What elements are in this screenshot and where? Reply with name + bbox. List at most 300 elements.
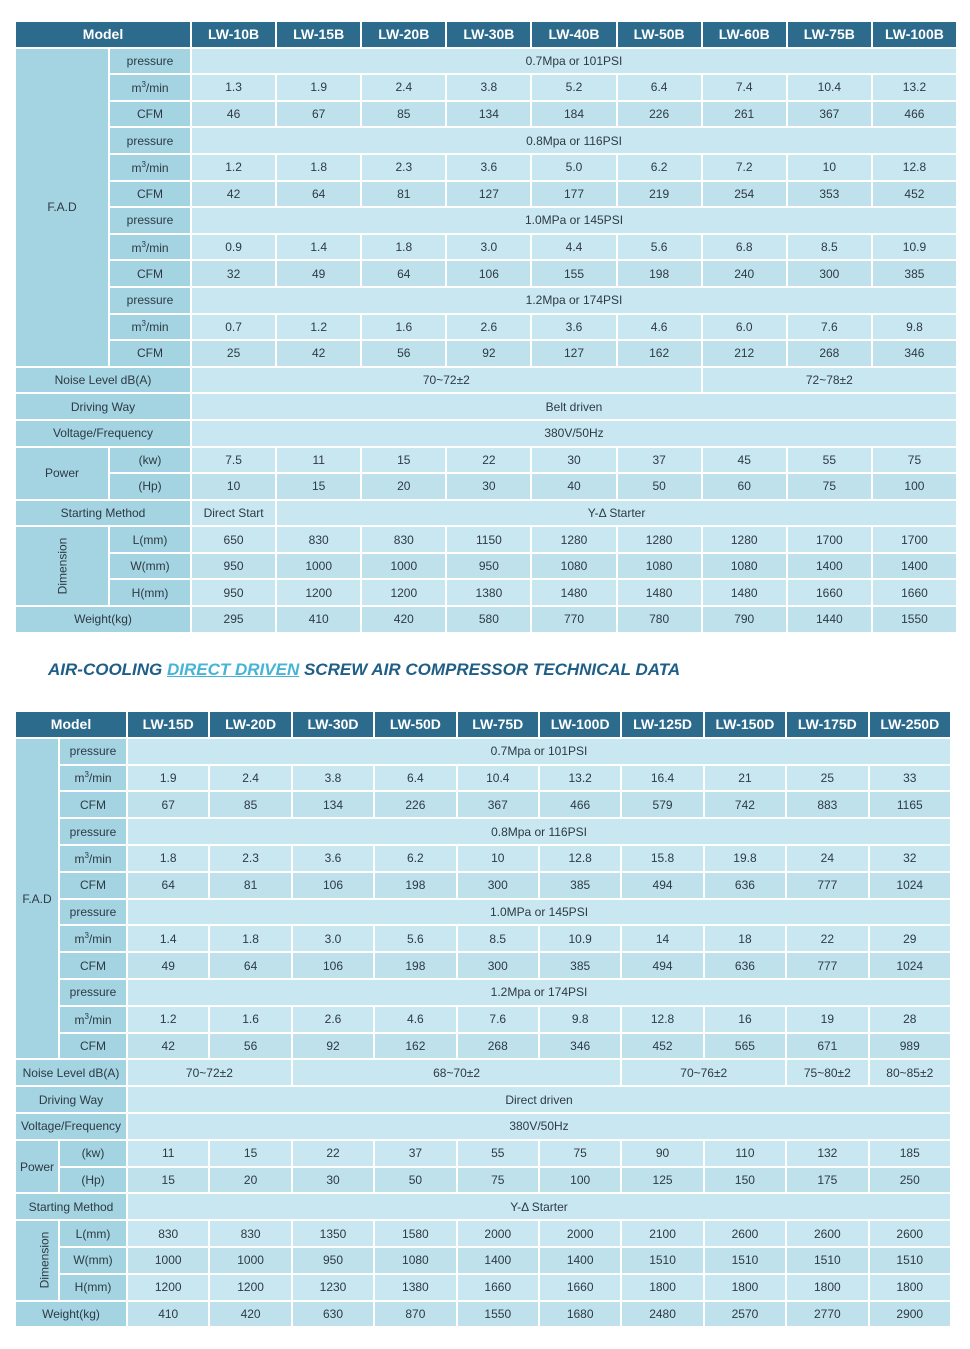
table-cell: 6.2 (375, 846, 455, 871)
table-cell: 777 (787, 953, 867, 978)
table-cell: 5.0 (532, 155, 615, 180)
table-cell: 9.8 (540, 1007, 620, 1032)
table-cell: 0.9 (192, 235, 275, 260)
table-cell: 13.2 (540, 766, 620, 791)
table-cell: 830 (277, 527, 360, 552)
length-label: L(mm) (60, 1221, 126, 1246)
table-cell: 2900 (870, 1302, 950, 1327)
pressure-value: 1.2Mpa or 174PSI (192, 288, 956, 313)
table-row (16, 873, 950, 898)
table-cell: 198 (375, 873, 455, 898)
table-cell: 2.6 (447, 315, 530, 340)
table-cell: 367 (458, 792, 538, 817)
table-cell: 32 (192, 261, 275, 286)
table-cell: 261 (703, 102, 786, 127)
table-cell: 300 (458, 873, 538, 898)
table-cell: 777 (787, 873, 867, 898)
table-row (16, 1302, 950, 1327)
table-cell: 1000 (277, 554, 360, 579)
table-cell: 49 (277, 261, 360, 286)
table-cell: 7.5 (192, 448, 275, 473)
table-cell: 16.4 (622, 766, 702, 791)
table-cell: 19.8 (705, 846, 785, 871)
table-cell: 4.6 (375, 1007, 455, 1032)
table-cell: 42 (277, 341, 360, 366)
table-cell: 3.8 (447, 75, 530, 100)
voltage-value: 380V/50Hz (128, 1114, 950, 1139)
table-cell: 630 (293, 1302, 373, 1327)
table-cell: 830 (128, 1221, 208, 1246)
model-header-cell: LW-75B (788, 22, 871, 47)
table-cell: 240 (703, 261, 786, 286)
pressure-value: 0.8Mpa or 116PSI (192, 128, 956, 153)
table-cell: 15 (128, 1168, 208, 1193)
table-cell: 212 (703, 341, 786, 366)
table-cell: 2100 (622, 1221, 702, 1246)
table-cell: 50 (375, 1168, 455, 1193)
table-cell: 1380 (375, 1275, 455, 1300)
table-cell: 346 (873, 341, 956, 366)
table-cell: 1024 (870, 873, 950, 898)
table-cell: 6.0 (703, 315, 786, 340)
table-cell: 1024 (870, 953, 950, 978)
starting-value: Direct Start (192, 501, 275, 526)
table-cell: 385 (873, 261, 956, 286)
noise-value: 70~72±2 (192, 368, 701, 393)
table-cell: 1080 (532, 554, 615, 579)
table-cell: 1.2 (192, 155, 275, 180)
table-row (16, 1194, 950, 1219)
table-cell: 1580 (375, 1221, 455, 1246)
table-cell: 579 (622, 792, 702, 817)
table-cell: 60 (703, 474, 786, 499)
pressure-value: 0.7Mpa or 101PSI (128, 739, 950, 764)
table-cell: 2.3 (362, 155, 445, 180)
table-cell: 11 (277, 448, 360, 473)
width-label: W(mm) (110, 554, 190, 579)
table-cell: 134 (447, 102, 530, 127)
table-cell: 10.4 (458, 766, 538, 791)
table-row (16, 554, 956, 579)
table-cell: 1510 (787, 1248, 867, 1273)
table-cell: 250 (870, 1168, 950, 1193)
table-cell: 2600 (787, 1221, 867, 1246)
cfm-label: CFM (60, 873, 126, 898)
table-cell: 10 (192, 474, 275, 499)
table-cell: 2.4 (210, 766, 290, 791)
table-cell: 15 (277, 474, 360, 499)
table-cell: 42 (128, 1034, 208, 1059)
table-cell: 300 (458, 953, 538, 978)
flow-label: $m^3/\min$ (110, 315, 190, 340)
table-cell: 184 (532, 102, 615, 127)
table-cell: 1000 (210, 1248, 290, 1273)
table-cell: 8.5 (458, 926, 538, 951)
table-cell: 1.2 (128, 1007, 208, 1032)
table-cell: 1380 (447, 580, 530, 605)
table-cell: 830 (362, 527, 445, 552)
table-cell: 90 (622, 1141, 702, 1166)
model-header-cell: LW-150D (705, 712, 785, 737)
table-cell: 883 (787, 792, 867, 817)
table-cell: 75 (458, 1168, 538, 1193)
table-cell: 0.7 (192, 315, 275, 340)
model-header-cell: LW-50D (375, 712, 455, 737)
table-cell: 1150 (447, 527, 530, 552)
table-cell: 3.6 (532, 315, 615, 340)
pressure-value: 0.8Mpa or 116PSI (128, 819, 950, 844)
starting-label: Starting Method (16, 501, 190, 526)
table-cell: 1080 (703, 554, 786, 579)
table-cell: 37 (618, 448, 701, 473)
table-cell: 4.4 (532, 235, 615, 260)
table-cell: 1200 (277, 580, 360, 605)
table-cell: 42 (192, 182, 275, 207)
table-cell: 75 (788, 474, 871, 499)
model-header-cell: LW-40B (532, 22, 615, 47)
table-cell: 67 (128, 792, 208, 817)
table-cell: 177 (532, 182, 615, 207)
model-header-cell: LW-30B (447, 22, 530, 47)
table-cell: 8.5 (788, 235, 871, 260)
model-header-cell: LW-20B (362, 22, 445, 47)
table-cell: 1550 (458, 1302, 538, 1327)
table-cell: 30 (447, 474, 530, 499)
table-cell: 367 (788, 102, 871, 127)
table-cell: 671 (787, 1034, 867, 1059)
table-cell: 950 (447, 554, 530, 579)
table-row (16, 846, 950, 871)
table-cell: 81 (362, 182, 445, 207)
table-row (16, 208, 956, 233)
table-cell: 3.6 (447, 155, 530, 180)
table-cell: 5.6 (618, 235, 701, 260)
table-cell: 353 (788, 182, 871, 207)
table-cell: 1510 (870, 1248, 950, 1273)
table-row (16, 607, 956, 632)
table-row (16, 155, 956, 180)
starting-value: Y-Δ Starter (128, 1194, 950, 1219)
table-cell: 2570 (705, 1302, 785, 1327)
table-cell: 15 (210, 1141, 290, 1166)
table-cell: 770 (532, 607, 615, 632)
flow-label: $m^3/\min$ (60, 1007, 126, 1032)
table-cell: 452 (873, 182, 956, 207)
table-row (16, 819, 950, 844)
table-cell: 1.6 (362, 315, 445, 340)
table-cell: 1080 (375, 1248, 455, 1273)
table-cell: 742 (705, 792, 785, 817)
table-cell: 3.8 (293, 766, 373, 791)
table-cell: 3.6 (293, 846, 373, 871)
table-cell: 2.3 (210, 846, 290, 871)
table-cell: 6.2 (618, 155, 701, 180)
table-cell: 1200 (128, 1275, 208, 1300)
table-row (16, 261, 956, 286)
table-cell: 32 (870, 846, 950, 871)
table-cell: 64 (128, 873, 208, 898)
table-cell: 1.4 (128, 926, 208, 951)
hp-label: (Hp) (110, 474, 190, 499)
table-cell: 1200 (362, 580, 445, 605)
table-cell: 22 (787, 926, 867, 951)
table-cell: 1510 (622, 1248, 702, 1273)
table-cell: 1440 (788, 607, 871, 632)
table-row (16, 926, 950, 951)
table-cell: 45 (703, 448, 786, 473)
table-cell: 950 (192, 580, 275, 605)
table-row (16, 128, 956, 153)
table-cell: 85 (362, 102, 445, 127)
flow-label: $m^3/\min$ (110, 75, 190, 100)
table-cell: 1.3 (192, 75, 275, 100)
table-cell: 12.8 (622, 1007, 702, 1032)
table-cell: 494 (622, 873, 702, 898)
table-cell: 67 (277, 102, 360, 127)
model-header-cell: LW-75D (458, 712, 538, 737)
table-cell: 1800 (705, 1275, 785, 1300)
table-cell: 1165 (870, 792, 950, 817)
table-cell: 6.8 (703, 235, 786, 260)
table-cell: 7.4 (703, 75, 786, 100)
table-cell: 268 (458, 1034, 538, 1059)
table-row (16, 1141, 950, 1166)
table-cell: 106 (293, 873, 373, 898)
table-cell: 3.0 (293, 926, 373, 951)
weight-label: Weight(kg) (16, 607, 190, 632)
weight-label: Weight(kg) (16, 1302, 126, 1327)
table-cell: 2600 (870, 1221, 950, 1246)
table-cell: 466 (540, 792, 620, 817)
flow-label: $m^3/\min$ (60, 926, 126, 951)
fad-label: F.A.D (16, 49, 108, 366)
table-cell: 5.6 (375, 926, 455, 951)
noise-value: 68~70±2 (293, 1060, 621, 1085)
table-cell: 346 (540, 1034, 620, 1059)
table-cell: 1.8 (128, 846, 208, 871)
table-cell: 64 (362, 261, 445, 286)
pressure-label: pressure (110, 128, 190, 153)
table-cell: 1800 (622, 1275, 702, 1300)
table-cell: 226 (618, 102, 701, 127)
table-cell: 1660 (540, 1275, 620, 1300)
table-cell: 1480 (618, 580, 701, 605)
table-cell: 950 (293, 1248, 373, 1273)
table-cell: 1080 (618, 554, 701, 579)
model-header-cell: LW-100D (540, 712, 620, 737)
table-cell: 46 (192, 102, 275, 127)
voltage-label: Voltage/Frequency (16, 1114, 126, 1139)
table-row (16, 182, 956, 207)
table-cell: 12.8 (873, 155, 956, 180)
table-cell: 100 (540, 1168, 620, 1193)
table-cell: 56 (362, 341, 445, 366)
table-cell: 410 (128, 1302, 208, 1327)
table-cell: 49 (128, 953, 208, 978)
table-cell: 1.4 (277, 235, 360, 260)
table-cell: 219 (618, 182, 701, 207)
table-cell: 1.9 (277, 75, 360, 100)
noise-value: 75~80±2 (787, 1060, 867, 1085)
table-cell: 1280 (618, 527, 701, 552)
kw-label: (kw) (60, 1141, 126, 1166)
table-cell: 134 (293, 792, 373, 817)
table-cell: 64 (277, 182, 360, 207)
table-row (16, 501, 956, 526)
table-cell: 1.2 (277, 315, 360, 340)
pressure-label: pressure (60, 739, 126, 764)
pressure-value: 1.0MPa or 145PSI (128, 900, 950, 925)
table-cell: 20 (210, 1168, 290, 1193)
table-cell: 10.9 (873, 235, 956, 260)
table-cell: 30 (293, 1168, 373, 1193)
table-cell: 7.2 (703, 155, 786, 180)
table-cell: 15 (362, 448, 445, 473)
driving-value: Direct driven (128, 1087, 950, 1112)
table-cell: 1200 (210, 1275, 290, 1300)
table-row (16, 1007, 950, 1032)
table-cell: 9.8 (873, 315, 956, 340)
model-header-cell: LW-100B (873, 22, 956, 47)
table-row (16, 1248, 950, 1273)
table-row (16, 235, 956, 260)
pressure-value: 1.2Mpa or 174PSI (128, 980, 950, 1005)
table-cell: 420 (362, 607, 445, 632)
model-header-cell: LW-10B (192, 22, 275, 47)
table-row (16, 315, 956, 340)
table-cell: 37 (375, 1141, 455, 1166)
table-cell: 56 (210, 1034, 290, 1059)
table-cell: 1.8 (277, 155, 360, 180)
table-cell: 1400 (458, 1248, 538, 1273)
fad-label: F.A.D (16, 739, 58, 1059)
noise-value: 70~76±2 (622, 1060, 785, 1085)
noise-value: 80~85±2 (870, 1060, 950, 1085)
cfm-label: CFM (110, 102, 190, 127)
table-row (16, 1221, 950, 1246)
table-cell: 14 (622, 926, 702, 951)
pressure-label: pressure (60, 819, 126, 844)
table-cell: 1.8 (362, 235, 445, 260)
table-cell: 580 (447, 607, 530, 632)
table-cell: 254 (703, 182, 786, 207)
table-cell: 127 (447, 182, 530, 207)
table-row (16, 1114, 950, 1139)
pressure-label: pressure (110, 288, 190, 313)
noise-value: 72~78±2 (703, 368, 956, 393)
table-cell: 10.9 (540, 926, 620, 951)
table-cell: 1350 (293, 1221, 373, 1246)
table-cell: 420 (210, 1302, 290, 1327)
table-cell: 1280 (532, 527, 615, 552)
table-cell: 29 (870, 926, 950, 951)
table-cell: 18 (705, 926, 785, 951)
table-cell: 55 (458, 1141, 538, 1166)
dimension-label: Dimension (16, 527, 108, 605)
table-cell: 7.6 (788, 315, 871, 340)
table-cell: 466 (873, 102, 956, 127)
table-cell: 1660 (788, 580, 871, 605)
table-cell: 110 (705, 1141, 785, 1166)
table-cell: 565 (705, 1034, 785, 1059)
table-cell: 3.0 (447, 235, 530, 260)
table-cell: 2000 (540, 1221, 620, 1246)
table-cell: 19 (787, 1007, 867, 1032)
table-cell: 385 (540, 873, 620, 898)
table-row (16, 900, 950, 925)
table-cell: 25 (192, 341, 275, 366)
table-cell: 30 (532, 448, 615, 473)
table-cell: 2480 (622, 1302, 702, 1327)
driving-label: Driving Way (16, 394, 190, 419)
table-cell: 81 (210, 873, 290, 898)
table-cell: 650 (192, 527, 275, 552)
table-cell: 125 (622, 1168, 702, 1193)
dimension-label: Dimension (16, 1221, 58, 1299)
table-cell: 410 (277, 607, 360, 632)
table-cell: 132 (787, 1141, 867, 1166)
table-row (16, 712, 950, 737)
table-cell: 21 (705, 766, 785, 791)
table-cell: 1400 (540, 1248, 620, 1273)
model-header-cell: LW-15D (128, 712, 208, 737)
table-cell: 16 (705, 1007, 785, 1032)
table-cell: 24 (787, 846, 867, 871)
cfm-label: CFM (60, 953, 126, 978)
table-cell: 40 (532, 474, 615, 499)
table-cell: 33 (870, 766, 950, 791)
voltage-label: Voltage/Frequency (16, 421, 190, 446)
table-row (16, 394, 956, 419)
table-cell: 100 (873, 474, 956, 499)
power-label: Power (16, 1141, 58, 1193)
kw-label: (kw) (110, 448, 190, 473)
pressure-value: 1.0MPa or 145PSI (192, 208, 956, 233)
driving-label: Driving Way (16, 1087, 126, 1112)
table-row (16, 288, 956, 313)
table-cell: 92 (447, 341, 530, 366)
table-cell: 25 (787, 766, 867, 791)
belt-driven-spec-table (14, 20, 958, 634)
table-cell: 2600 (705, 1221, 785, 1246)
pressure-label: pressure (110, 49, 190, 74)
table-row (16, 102, 956, 127)
table-cell: 1550 (873, 607, 956, 632)
section-title-highlight: DIRECT DRIVEN (167, 660, 300, 679)
table-row (16, 1275, 950, 1300)
table-cell: 55 (788, 448, 871, 473)
table-cell: 155 (532, 261, 615, 286)
table-cell: 1.9 (128, 766, 208, 791)
model-header: Model (16, 22, 190, 47)
table-cell: 494 (622, 953, 702, 978)
table-cell: 12.8 (540, 846, 620, 871)
table-cell: 2.4 (362, 75, 445, 100)
height-label: H(mm) (110, 580, 190, 605)
table-cell: 175 (787, 1168, 867, 1193)
table-cell: 10 (788, 155, 871, 180)
starting-label: Starting Method (16, 1194, 126, 1219)
table-row (16, 527, 956, 552)
table-row (16, 1168, 950, 1193)
table-cell: 85 (210, 792, 290, 817)
table-row (16, 580, 956, 605)
table-row (16, 1087, 950, 1112)
table-row (16, 22, 956, 47)
table-cell: 150 (705, 1168, 785, 1193)
table-cell: 22 (293, 1141, 373, 1166)
table-cell: 1680 (540, 1302, 620, 1327)
